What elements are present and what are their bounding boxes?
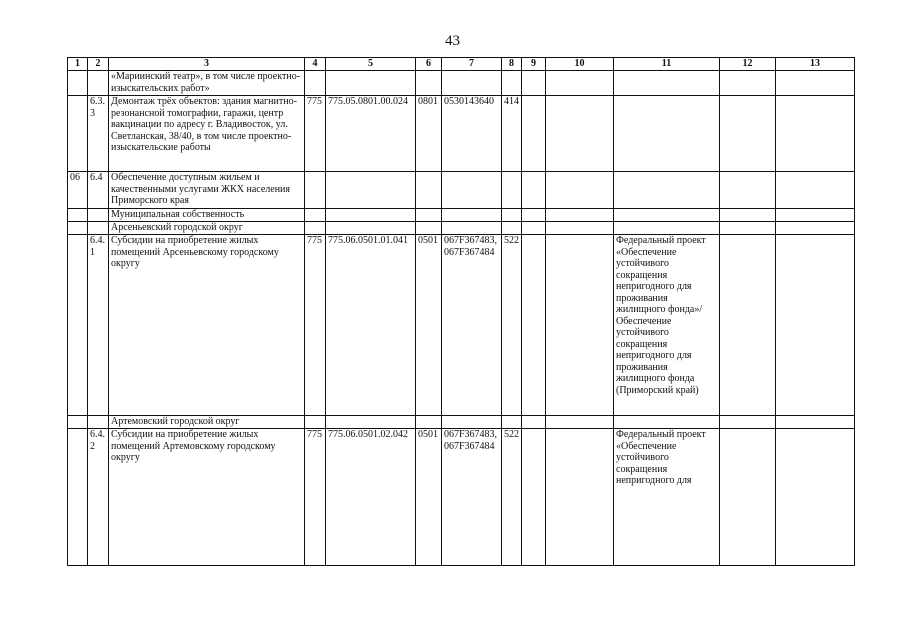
cell-col1 [68, 96, 88, 172]
cell-col5 [326, 222, 416, 235]
cell-col10 [546, 429, 614, 566]
cell-col7: 0530143640 [442, 96, 502, 172]
header-cell: 13 [776, 58, 855, 71]
cell-col4 [305, 71, 326, 96]
cell-col8: 414 [502, 96, 522, 172]
cell-col2: 6.4 [88, 172, 109, 209]
cell-col5 [326, 416, 416, 429]
cell-col4 [305, 209, 326, 222]
cell-col10 [546, 96, 614, 172]
cell-col1: 06 [68, 172, 88, 209]
page-number: 43 [445, 33, 460, 49]
table-row [68, 416, 855, 429]
cell-col3: Муниципальная собственность [109, 209, 305, 222]
header-cell: 5 [326, 58, 416, 71]
cell-col9 [522, 209, 546, 222]
cell-col4: 775 [305, 429, 326, 566]
cell-col5 [326, 71, 416, 96]
header-cell: 2 [88, 58, 109, 71]
cell-col9 [522, 235, 546, 416]
cell-col3: Артемовский городской округ [109, 416, 305, 429]
cell-col6: 0501 [416, 235, 442, 416]
table-row [68, 235, 855, 416]
cell-col12 [720, 222, 776, 235]
cell-col6 [416, 209, 442, 222]
cell-col5: 775.05.0801.00.024 [326, 96, 416, 172]
cell-col7: 067F367483, 067F367484 [442, 429, 502, 566]
header-cell: 12 [720, 58, 776, 71]
cell-col4 [305, 416, 326, 429]
cell-col13 [776, 172, 855, 209]
cell-col11: Федеральный проект «Обеспечение устойчивого сокращения непригодного для [614, 429, 720, 566]
cell-col2: 6.3.3 [88, 96, 109, 172]
cell-col13 [776, 96, 855, 172]
cell-col13 [776, 416, 855, 429]
cell-col4: 775 [305, 96, 326, 172]
cell-col2: 6.4.2 [88, 429, 109, 566]
budget-table [67, 57, 855, 566]
cell-col13 [776, 235, 855, 416]
header-cell: 6 [416, 58, 442, 71]
cell-col6 [416, 71, 442, 96]
cell-col9 [522, 172, 546, 209]
cell-col5: 775.06.0501.01.041 [326, 235, 416, 416]
cell-col11: Федеральный проект «Обеспечение устойчивого сокращения непригодного для проживания жилищного фонда»/Обеспечение устойчивого сокращения непригодного для проживания жилищного фонда (Приморский край) [614, 235, 720, 416]
table-row [68, 222, 855, 235]
cell-col10 [546, 222, 614, 235]
cell-col6 [416, 416, 442, 429]
cell-col8 [502, 209, 522, 222]
cell-col6 [416, 172, 442, 209]
cell-col12 [720, 71, 776, 96]
cell-col10 [546, 71, 614, 96]
cell-col11 [614, 416, 720, 429]
header-cell: 3 [109, 58, 305, 71]
header-cell: 1 [68, 58, 88, 71]
cell-col4 [305, 222, 326, 235]
cell-col12 [720, 96, 776, 172]
cell-col3: Субсидии на приобретение жилых помещений Арсеньевскому городскому округу [109, 235, 305, 416]
cell-col12 [720, 416, 776, 429]
cell-col6: 0801 [416, 96, 442, 172]
cell-col9 [522, 71, 546, 96]
cell-col12 [720, 235, 776, 416]
table-row [68, 209, 855, 222]
cell-col1 [68, 209, 88, 222]
cell-col3: Обеспечение доступным жильем и качественными услугами ЖКХ населения Приморского края [109, 172, 305, 209]
cell-col7 [442, 416, 502, 429]
cell-col7 [442, 71, 502, 96]
cell-col1 [68, 222, 88, 235]
cell-col1 [68, 416, 88, 429]
cell-col8 [502, 416, 522, 429]
table-row [68, 429, 855, 566]
header-cell: 11 [614, 58, 720, 71]
cell-col13 [776, 71, 855, 96]
cell-col13 [776, 222, 855, 235]
cell-col4: 775 [305, 235, 326, 416]
cell-col3: Субсидии на приобретение жилых помещений Артемовскому городскому округу [109, 429, 305, 566]
cell-col10 [546, 172, 614, 209]
cell-col11 [614, 96, 720, 172]
cell-col10 [546, 416, 614, 429]
cell-col1 [68, 71, 88, 96]
cell-col4 [305, 172, 326, 209]
cell-col7 [442, 172, 502, 209]
cell-col12 [720, 172, 776, 209]
header-cell: 4 [305, 58, 326, 71]
cell-col9 [522, 222, 546, 235]
cell-col9 [522, 96, 546, 172]
cell-col3: «Мариинский театр», в том числе проектно-изыскательских работ» [109, 71, 305, 96]
cell-col8 [502, 71, 522, 96]
cell-col8: 522 [502, 235, 522, 416]
header-row [68, 58, 855, 71]
table-row [68, 96, 855, 172]
cell-col11 [614, 222, 720, 235]
cell-col2 [88, 222, 109, 235]
cell-col2: 6.4.1 [88, 235, 109, 416]
cell-col13 [776, 429, 855, 566]
cell-col10 [546, 235, 614, 416]
cell-col5 [326, 209, 416, 222]
cell-col1 [68, 235, 88, 416]
cell-col13 [776, 209, 855, 222]
cell-col9 [522, 416, 546, 429]
cell-col7 [442, 222, 502, 235]
cell-col7: 067F367483, 067F367484 [442, 235, 502, 416]
cell-col12 [720, 429, 776, 566]
header-cell: 7 [442, 58, 502, 71]
cell-col5: 775.06.0501.02.042 [326, 429, 416, 566]
cell-col7 [442, 209, 502, 222]
cell-col11 [614, 172, 720, 209]
table-row [68, 172, 855, 209]
cell-col11 [614, 71, 720, 96]
cell-col3: Демонтаж трёх объектов: здания магнитно-резонансной томографии, гаражи, центр вакцинации по адресу г. Владивосток, ул. Светланская, 38/40, в том числе проектно-изыскательские работы [109, 96, 305, 172]
cell-col2 [88, 71, 109, 96]
header-cell: 10 [546, 58, 614, 71]
cell-col6: 0501 [416, 429, 442, 566]
table-row [68, 71, 855, 96]
cell-col5 [326, 172, 416, 209]
cell-col11 [614, 209, 720, 222]
cell-col1 [68, 429, 88, 566]
cell-col12 [720, 209, 776, 222]
cell-col8 [502, 222, 522, 235]
cell-col6 [416, 222, 442, 235]
cell-col9 [522, 429, 546, 566]
cell-col2 [88, 209, 109, 222]
cell-col10 [546, 209, 614, 222]
cell-col3: Арсеньевский городской округ [109, 222, 305, 235]
header-cell: 8 [502, 58, 522, 71]
cell-col2 [88, 416, 109, 429]
cell-col8 [502, 172, 522, 209]
cell-col8: 522 [502, 429, 522, 566]
header-cell: 9 [522, 58, 546, 71]
